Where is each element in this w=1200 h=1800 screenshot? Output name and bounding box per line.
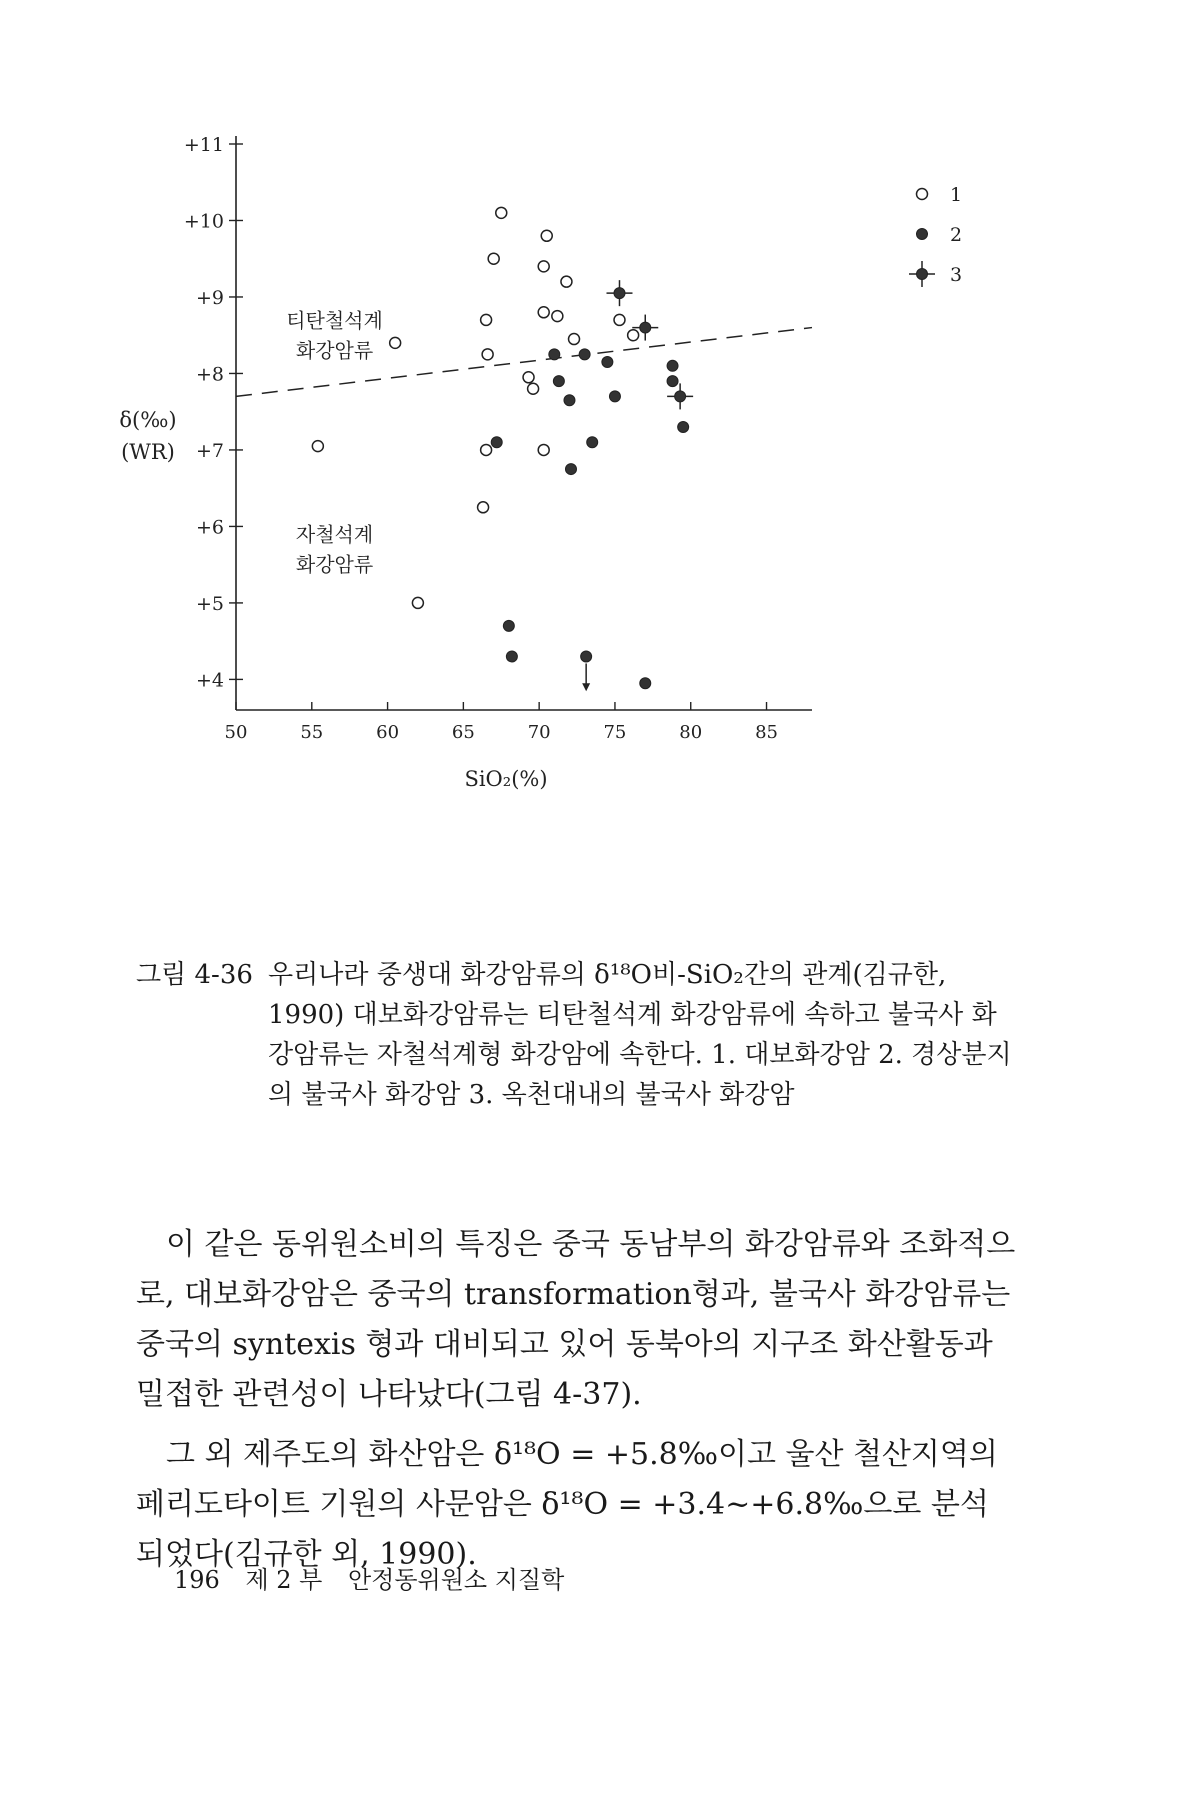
x-tick-label: 85 [755, 722, 778, 743]
data-point [538, 261, 549, 272]
data-point [491, 437, 502, 448]
y-tick-label: +7 [195, 439, 224, 462]
y-tick-label: +4 [195, 669, 224, 692]
y-axis-label: (WR) [121, 440, 175, 464]
data-point [506, 651, 517, 662]
y-tick-label: +11 [183, 134, 224, 156]
data-point [482, 349, 493, 360]
x-tick-label: 50 [224, 722, 248, 743]
data-point [564, 395, 575, 406]
legend-label: 2 [950, 224, 963, 246]
caption-text: 우리나라 중생대 화강암류의 δ¹⁸O비-SiO₂간의 관계(김규한, 1990) 대보화강암류는 티탄철석계 화강암류에 속하고 불국사 화강암류는 자철석계형 화강암에 속한다. 1. 대보화강암 2. 경상분지의 불국사 화강암 3. 옥천대내의 불국사 화강암 [268, 960, 1012, 1110]
data-point [553, 376, 564, 387]
data-point [614, 314, 625, 325]
arrow-head [582, 683, 590, 691]
y-tick-label: +6 [195, 516, 224, 539]
data-point [481, 314, 492, 325]
x-tick-label: 70 [527, 722, 551, 743]
legend-marker [917, 229, 928, 240]
body-paragraph-2: 그 외 제주도의 화산암은 δ¹⁸O = +5.8‰이고 울산 철산지역의 페리도타이트 기원의 사문암은 δ¹⁸O = +3.4~+6.8‰으로 분석되었다(김규한 외, 1990). [136, 1437, 998, 1572]
data-point [602, 356, 613, 367]
x-tick-label: 60 [376, 722, 400, 743]
x-axis-label: SiO₂(%) [464, 767, 548, 791]
data-point [412, 597, 423, 608]
legend-marker [917, 269, 928, 280]
data-point [390, 337, 401, 348]
region-label: 자철석계 [295, 522, 374, 547]
region-label: 티탄철석계 [286, 308, 383, 333]
data-point [614, 288, 625, 299]
y-tick-label: +9 [195, 286, 224, 309]
y-tick-label: +10 [183, 210, 224, 233]
data-point [581, 651, 592, 662]
data-point [538, 307, 549, 318]
data-point [528, 383, 539, 394]
data-point [481, 444, 492, 455]
data-point [541, 230, 552, 241]
x-tick-label: 75 [603, 722, 627, 743]
data-point [523, 372, 534, 383]
data-point [667, 360, 678, 371]
data-point [503, 620, 514, 631]
region-label: 화강암류 [295, 338, 374, 363]
data-point [579, 349, 590, 360]
footer-part: 제 2 부 [245, 1566, 323, 1594]
data-point [488, 253, 499, 264]
scatter-chart [100, 130, 1000, 910]
data-point [640, 322, 651, 333]
y-axis-label: δ(‰) [119, 408, 177, 432]
legend-marker [917, 189, 928, 200]
data-point [667, 376, 678, 387]
data-point [552, 311, 563, 322]
legend-label: 3 [950, 264, 963, 286]
x-tick-label: 80 [679, 722, 703, 743]
x-tick-label: 55 [300, 722, 324, 743]
region-label: 화강암류 [295, 552, 374, 577]
data-point [628, 330, 639, 341]
data-point [561, 276, 572, 287]
data-point [565, 464, 576, 475]
data-point [549, 349, 560, 360]
legend-label: 1 [950, 184, 963, 206]
page-number: 196 [174, 1566, 220, 1594]
data-point [538, 444, 549, 455]
caption-label: 그림 4-36 [136, 960, 253, 990]
data-point [587, 437, 598, 448]
data-point [312, 441, 323, 452]
data-point [496, 207, 507, 218]
data-point [678, 422, 689, 433]
scatter-figure [100, 130, 1000, 910]
y-tick-label: +5 [195, 592, 224, 615]
data-point [640, 678, 651, 689]
y-tick-label: +8 [195, 363, 224, 386]
data-point [609, 391, 620, 402]
data-point [569, 334, 580, 345]
page-footer [174, 1560, 582, 1595]
data-point [478, 502, 489, 513]
footer-section: 안정동위원소 지질학 [348, 1566, 565, 1594]
x-tick-label: 65 [451, 722, 475, 743]
body-paragraph-1: 이 같은 동위원소비의 특징은 중국 동남부의 화강암류와 조화적으로, 대보화강암은 중국의 transformation형과, 불국사 화강암류는 중국의 syntexis 형과 대비되고 있어 동북아의 지구조 화산활동과 밀접한 관련성이 나타났다(그림 4-37). [136, 1227, 1016, 1412]
data-point [675, 391, 686, 402]
